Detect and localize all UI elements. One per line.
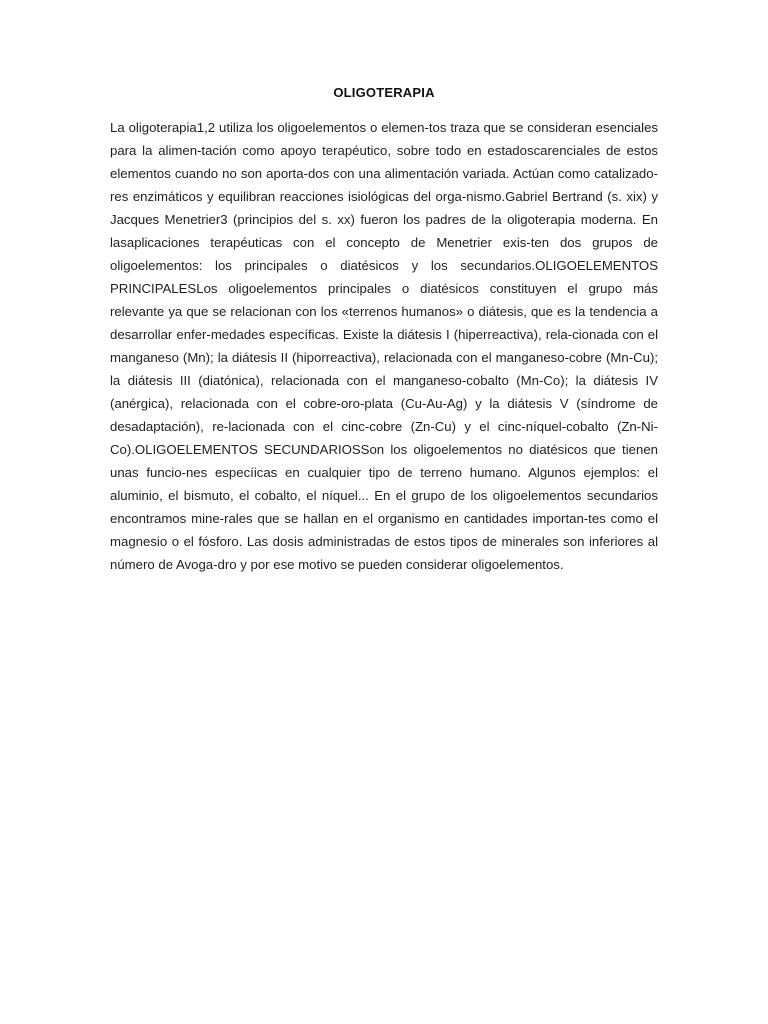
body-paragraph: La oligoterapia1,2 utiliza los oligoelementos o elemen-tos traza que se consideran esenciales para la alimen-tación como apoyo terapéutico, sobre todo en estadoscarenciales de estos elementos cuando no son aporta-dos con una alimentación variada. Actúan como catalizado-res enzimáticos y equilibran reacciones isiológicas del orga-nismo.Gabriel Bertrand (s. xix) y Jacques Menetrier3 (principios del s. xx) fueron los padres de la oligoterapia moderna. En lasaplicaciones terapéuticas con el concepto de Menetrier exis-ten dos grupos de oligoelementos: los principales o diatésicos y los secundarios.OLIGOELEMENTOS PRINCIPALESLos oligoelementos principales o diatésicos constituyen el grupo más relevante ya que se relacionan con los «terrenos humanos» o diátesis, que es la tendencia a desarrollar enfer-medades específicas. Existe la diátesis I (hiperreactiva), rela-cionada con el manganeso (Mn); la diátesis II (hiporreactiva), relacionada con el manganeso-cobre (Mn-Cu); la diátesis III (diatónica), relacionada con el manganeso-cobalto (Mn-Co); la diátesis IV (anérgica), relacionada con el cobre-oro-plata (Cu-Au-Ag) y la diátesis V (síndrome de desadaptación), re-lacionada con el cinc-cobre (Zn-Cu) y el cinc-níquel-cobalto (Zn-Ni-Co).OLIGOELEMENTOS SECUNDARIOSSon los oligoelementos no diatésicos que tienen unas funcio-nes especíicas en cualquier tipo de terreno humano. Algunos ejemplos: el aluminio, el bismuto, el cobalto, el níquel... En el grupo de los oligoelementos secundarios encontramos mine-rales que se hallan en el organismo en cantidades importan-tes como el magnesio o el fósforo. Las dosis administradas de estos tipos de minerales son inferiores al número de Avoga-dro y por ese motivo se pueden considerar oligoelementos. [110, 120, 658, 572]
page-title: OLIGOTERAPIA [333, 85, 435, 100]
